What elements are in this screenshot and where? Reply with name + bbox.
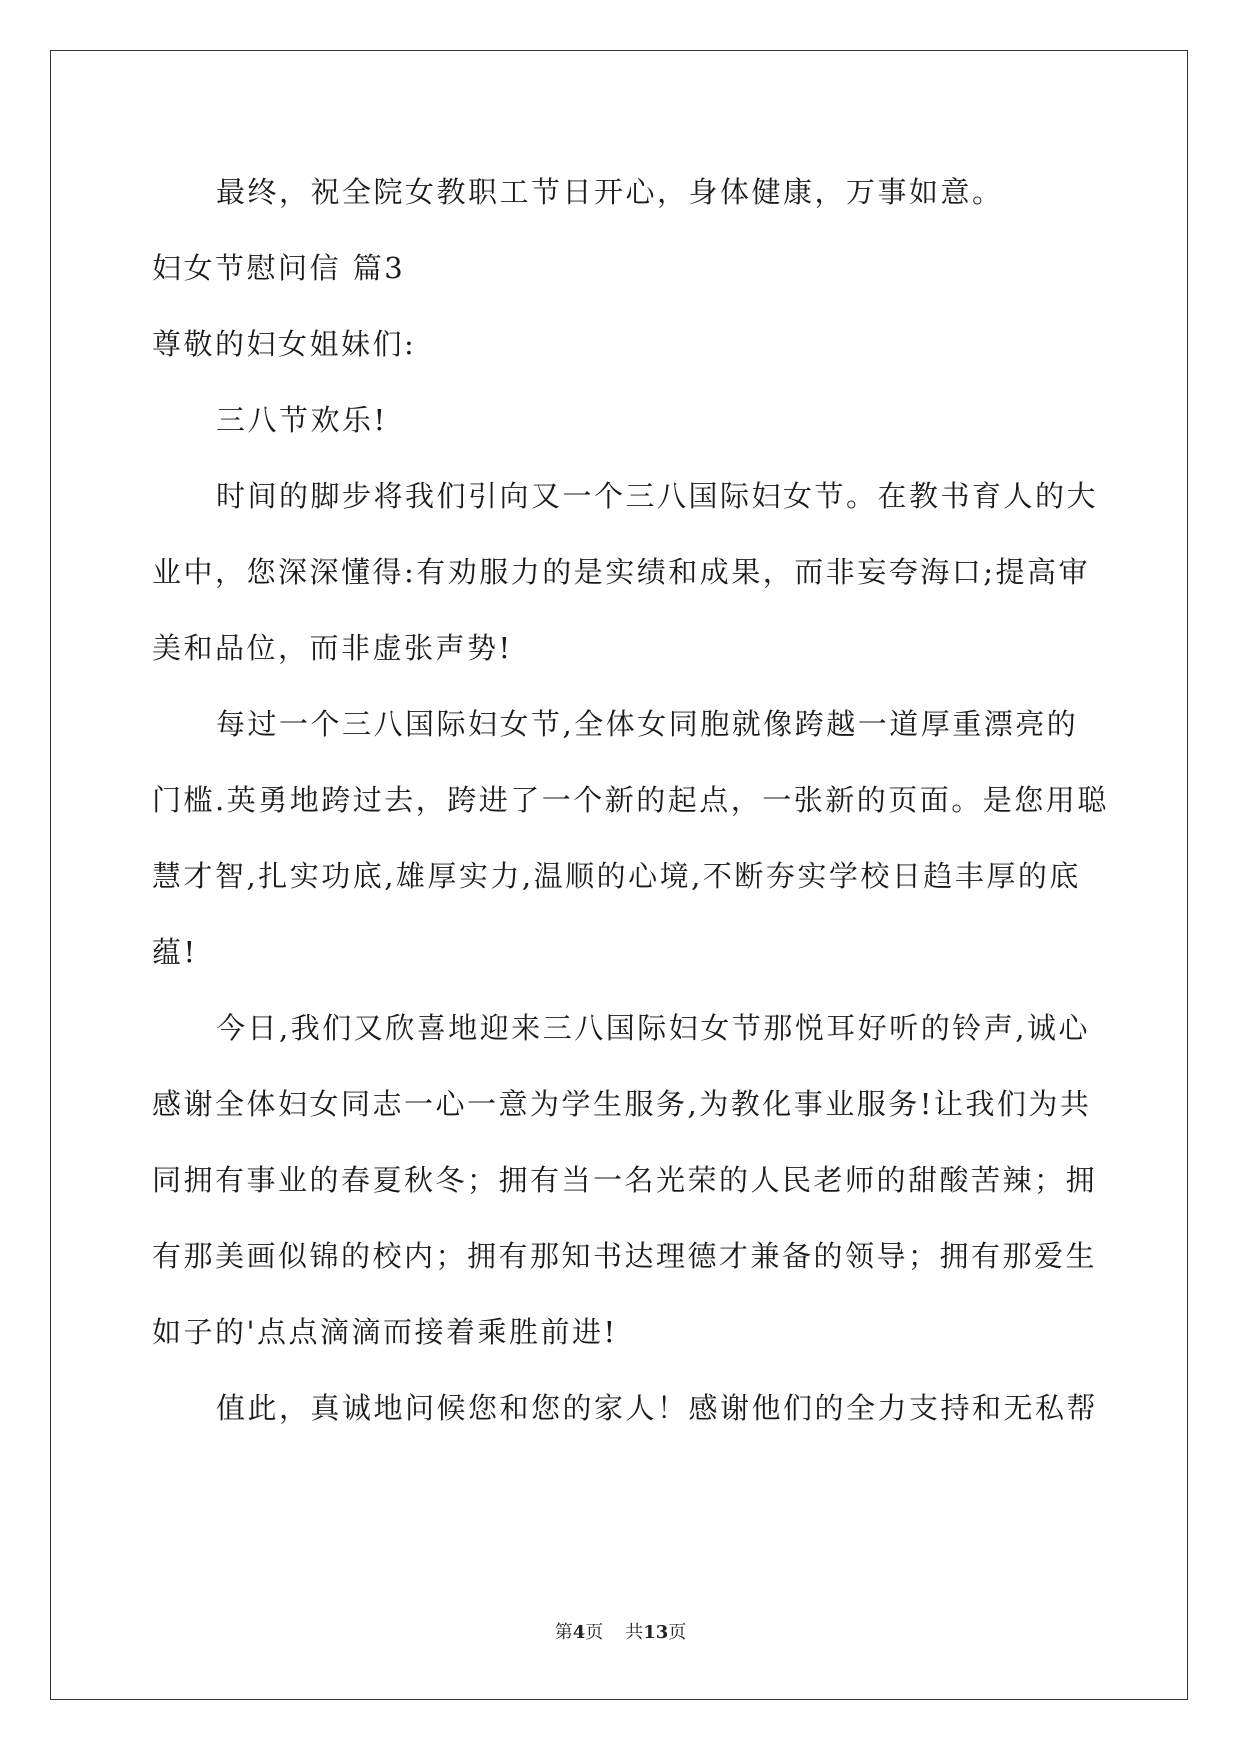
paragraph-3-line-4: 有那美画似锦的校内；拥有那知书达理德才兼备的领导；拥有那爱生 (152, 1239, 1098, 1273)
paragraph-3-line-2: 感谢全体妇女同志一心一意为学生服务,为教化事业服务!让我们为共 (152, 1087, 1092, 1121)
paragraph-2-line-1: 每过一个三八国际妇女节,全体女同胞就像跨越一道厚重漂亮的 (216, 707, 1079, 741)
section-heading: 妇女节慰问信 篇3 (152, 251, 406, 285)
footer-page-suffix: 页 (585, 1622, 604, 1643)
paragraph-3-line-3: 同拥有事业的春夏秋冬；拥有当一名光荣的人民老师的甜酸苦辣；拥 (152, 1163, 1098, 1197)
footer-total-pages: 13 (643, 1622, 669, 1643)
salutation: 尊敬的妇女姐妹们: (152, 327, 417, 361)
footer-total-suffix: 页 (668, 1622, 687, 1643)
paragraph-2-line-2: 门槛.英勇地跨过去，跨进了一个新的起点，一张新的页面。是您用聪 (152, 783, 1109, 817)
paragraph-1-line-3: 美和品位，而非虚张声势! (152, 631, 513, 665)
paragraph-1-line-2: 业中，您深深懂得:有劝服力的是实绩和成果，而非妄夸海口;提高审 (152, 555, 1091, 589)
paragraph-1-line-1: 时间的脚步将我们引向又一个三八国际妇女节。在教书育人的大 (216, 479, 1099, 513)
paragraph-3-line-5: 如子的'点点滴滴而接着乘胜前进! (152, 1315, 618, 1349)
page-footer (0, 1618, 1241, 1644)
footer-page-number: 4 (572, 1622, 586, 1643)
paragraph-closing-line: 最终，祝全院女教职工节日开心，身体健康，万事如意。 (216, 175, 1004, 209)
greeting-line: 三八节欢乐! (216, 403, 388, 437)
paragraph-4-line-1: 值此，真诚地问候您和您的家人！感谢他们的全力支持和无私帮 (216, 1391, 1099, 1425)
paragraph-2-line-4: 蕴! (152, 935, 198, 969)
paragraph-2-line-3: 慧才智,扎实功底,雄厚实力,温顺的心境,不断夯实学校日趋丰厚的底 (152, 859, 1081, 893)
paragraph-3-line-1: 今日,我们又欣喜地迎来三八国际妇女节那悦耳好听的铃声,诚心 (216, 1011, 1090, 1045)
footer-page-prefix: 第 (554, 1622, 573, 1643)
footer-total-prefix: 共 (625, 1622, 644, 1643)
